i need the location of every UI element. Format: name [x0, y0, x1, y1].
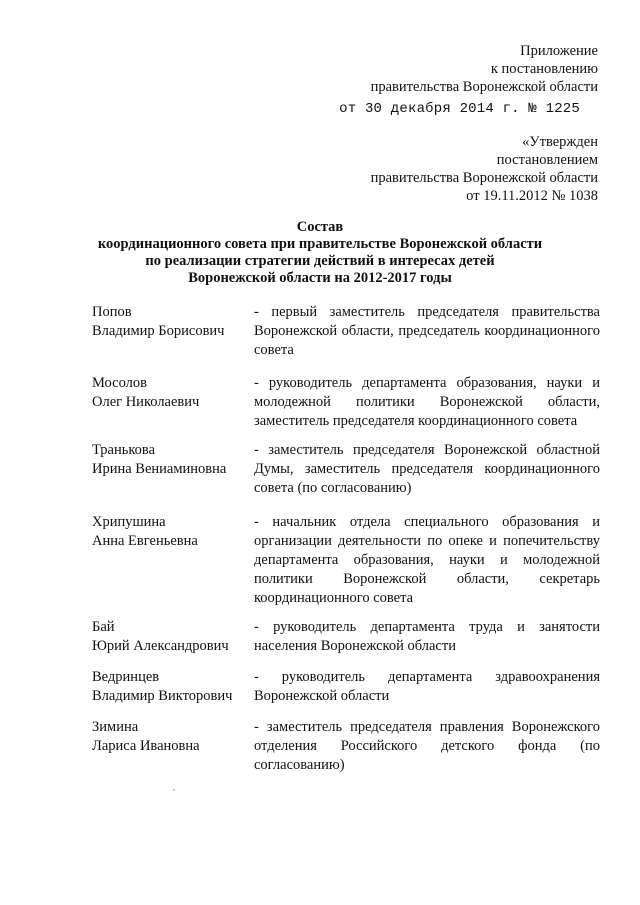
- member-name: [92, 618, 252, 656]
- appendix-label: Приложение: [520, 43, 598, 59]
- member-given-name: Владимир Викторович: [92, 688, 233, 704]
- government-label: правительства Воронежской области: [370, 79, 598, 95]
- member-surname: Транькова: [92, 442, 156, 458]
- member-role: - руководитель департамента образования, науки и молодежной политики Воронежской области, заместитель председателя координационного совета: [254, 375, 600, 429]
- title-line-3: по реализации стратегии действий в интересах детей: [145, 253, 495, 269]
- title-line-2: координационного совета при правительстве Воронежской области: [97, 236, 543, 252]
- government-label-2: правительства Воронежской области: [370, 170, 598, 186]
- original-decree-date: от 19.11.2012 № 1038: [466, 188, 598, 204]
- by-decree-label: постановлением: [496, 152, 598, 168]
- member-name: [92, 303, 252, 341]
- member-role: - начальник отдела специального образования и организации деятельности по опеке и попечительству департамента образования, науки и молодежной политики Воронежской области, секретарь координационного совета: [254, 514, 600, 606]
- member-name: [92, 374, 252, 412]
- member-given-name: Юрий Александрович: [92, 638, 229, 654]
- scan-speck: [173, 789, 175, 791]
- member-given-name: Владимир Борисович: [92, 323, 225, 339]
- decree-date-number: от 30 декабря 2014 г. № 1225: [339, 101, 580, 117]
- approved-label: «Утвержден: [522, 134, 598, 150]
- member-given-name: Анна Евгеньевна: [92, 533, 198, 549]
- member-surname: Зимина: [92, 719, 139, 735]
- to-decree-label: к постановлению: [490, 61, 598, 77]
- member-role: - руководитель департамента здравоохранения Воронежской области: [254, 669, 600, 704]
- member-role: - руководитель департамента труда и занятости населения Воронежской области: [254, 619, 600, 654]
- member-name: [92, 513, 252, 551]
- member-surname: Попов: [92, 304, 132, 320]
- member-given-name: Олег Николаевич: [92, 394, 200, 410]
- member-surname: Ведринцев: [92, 669, 160, 685]
- title-line-1: Состав: [296, 219, 344, 235]
- title-line-4: Воронежской области на 2012-2017 годы: [188, 270, 452, 286]
- member-given-name: Ирина Вениаминовна: [92, 461, 227, 477]
- member-surname: Хрипушина: [92, 514, 166, 530]
- member-role: - заместитель председателя правления Воронежского отделения Российского детского фонда (по согласованию): [254, 719, 600, 773]
- member-surname: Бай: [92, 619, 115, 635]
- member-role: - заместитель председателя Воронежской областной Думы, заместитель председателя координационного совета (по согласованию): [254, 442, 600, 496]
- member-role: - первый заместитель председателя правительства Воронежской области, председатель координационного совета: [254, 304, 600, 358]
- member-name: [92, 668, 252, 706]
- member-surname: Мосолов: [92, 375, 147, 391]
- member-given-name: Лариса Ивановна: [92, 738, 200, 754]
- member-name: [92, 718, 252, 756]
- member-name: [92, 441, 252, 479]
